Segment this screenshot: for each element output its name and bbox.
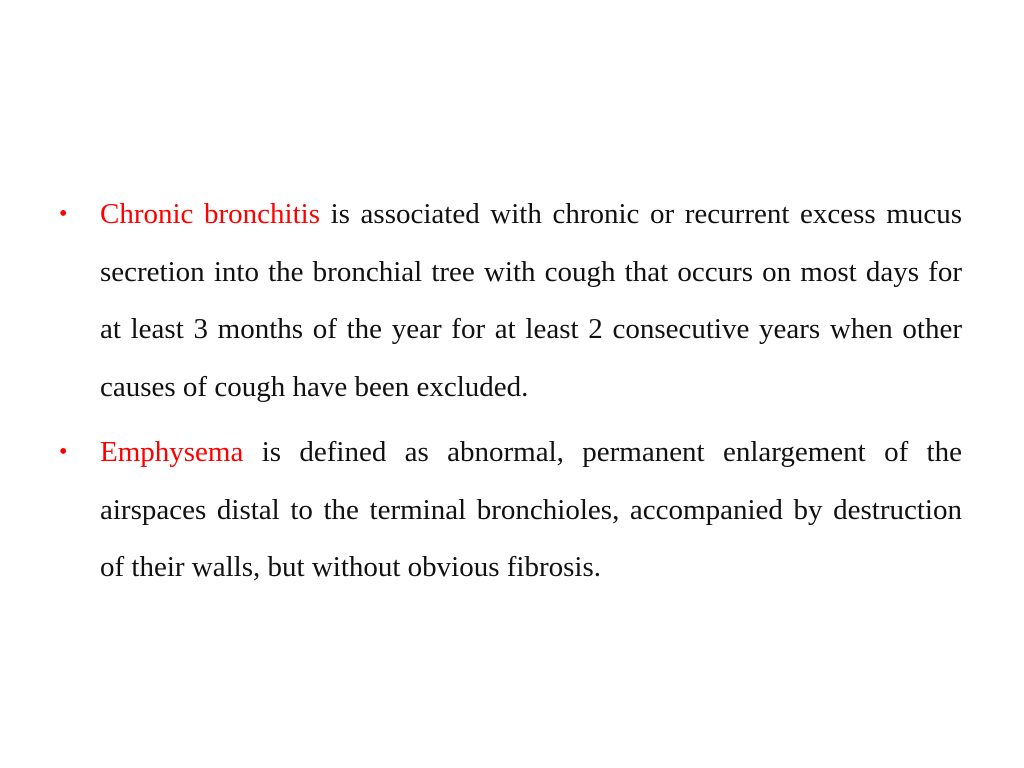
bullet-point-icon: • — [59, 201, 68, 227]
bullet-emphysema — [56, 424, 962, 597]
bullet-point-icon: • — [59, 439, 68, 465]
term-emphysema: Emphysema — [100, 436, 244, 468]
term-chronic-bronchitis: Chronic bronchitis — [100, 198, 321, 230]
bullet-chronic-bronchitis — [56, 186, 962, 416]
definition-chronic-bronchitis: is associated with chronic or recurrent excess mucus secretion into the bronchial tree with cough that occurs on most days for at least 3 months of the year for at least 2 consecutive years when other causes of cough have been excluded. — [100, 198, 962, 403]
definition-emphysema: is defined as abnormal, permanent enlargement of the airspaces distal to the terminal bronchioles, accompanied by destruction of their walls, but without obvious fibrosis. — [100, 436, 962, 583]
definition-bullet-list — [56, 186, 962, 605]
